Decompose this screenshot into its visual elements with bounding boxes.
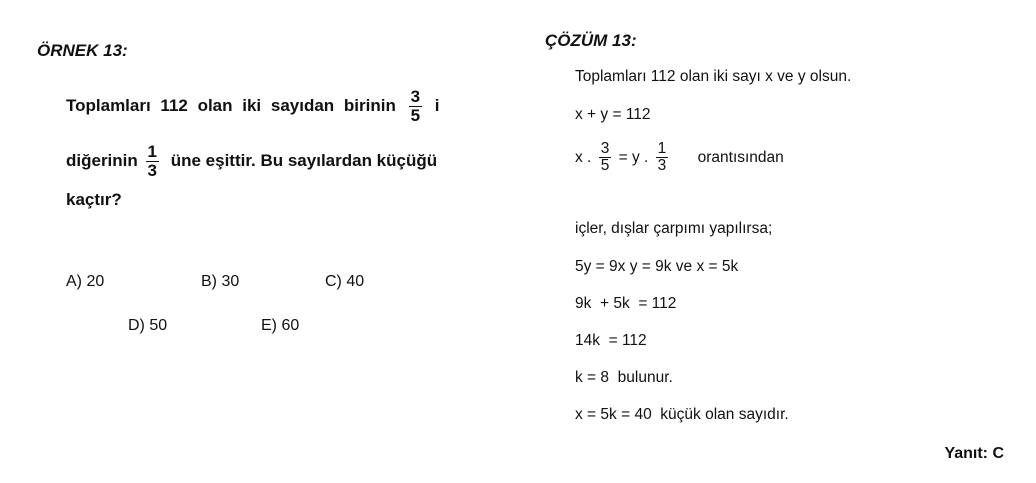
solution-proportion bbox=[575, 141, 784, 175]
fraction-one-third: $\frac{1}{3}$ bbox=[147, 142, 157, 180]
solution-heading: ÇÖZÜM 13: bbox=[545, 31, 637, 50]
fraction-three-fifths: $\frac{3}{5}$ bbox=[410, 87, 421, 125]
question-text: diğerinin bbox=[66, 150, 138, 170]
question-text: i bbox=[434, 95, 440, 115]
fraction-one-third: $\frac{1}{3}$ bbox=[657, 140, 667, 175]
option-c[interactable]: C) 40 bbox=[325, 273, 365, 290]
question-line-3: kaçtır? bbox=[66, 190, 122, 209]
solution-line-6: 9k + 5k = 112 bbox=[575, 295, 677, 312]
solution-line-8: k = 8 bulunur. bbox=[575, 369, 673, 386]
solution-line-7: 14k = 112 bbox=[575, 332, 647, 349]
question-line-2 bbox=[66, 143, 437, 180]
question-line-1 bbox=[66, 88, 440, 125]
solution-line-2: x + y = 112 bbox=[575, 106, 651, 123]
example-heading: ÖRNEK 13: bbox=[37, 41, 128, 60]
option-a[interactable]: A) 20 bbox=[66, 273, 105, 290]
answer-label: Yanıt: C bbox=[944, 445, 1004, 462]
option-e[interactable]: E) 60 bbox=[261, 317, 300, 334]
proportion-right: orantısından bbox=[697, 148, 784, 166]
solution-line-5: 5y = 9x y = 9k ve x = 5k bbox=[575, 258, 739, 275]
question-text: Toplamları 112 olan iki sayıdan birinin bbox=[66, 95, 396, 115]
question-text: üne eşittir. Bu sayılardan küçüğü bbox=[170, 150, 438, 170]
solution-line-1: Toplamları 112 olan iki sayı x ve y olsun. bbox=[575, 68, 852, 85]
option-b[interactable]: B) 30 bbox=[201, 273, 240, 290]
proportion-left: x . bbox=[575, 148, 592, 166]
solution-line-4: içler, dışlar çarpımı yapılırsa; bbox=[575, 220, 773, 237]
proportion-mid: = y . bbox=[618, 148, 649, 166]
solution-line-9: x = 5k = 40 küçük olan sayıdır. bbox=[575, 406, 789, 423]
fraction-three-fifths: $\frac{3}{5}$ bbox=[600, 140, 610, 175]
option-d[interactable]: D) 50 bbox=[128, 317, 168, 334]
